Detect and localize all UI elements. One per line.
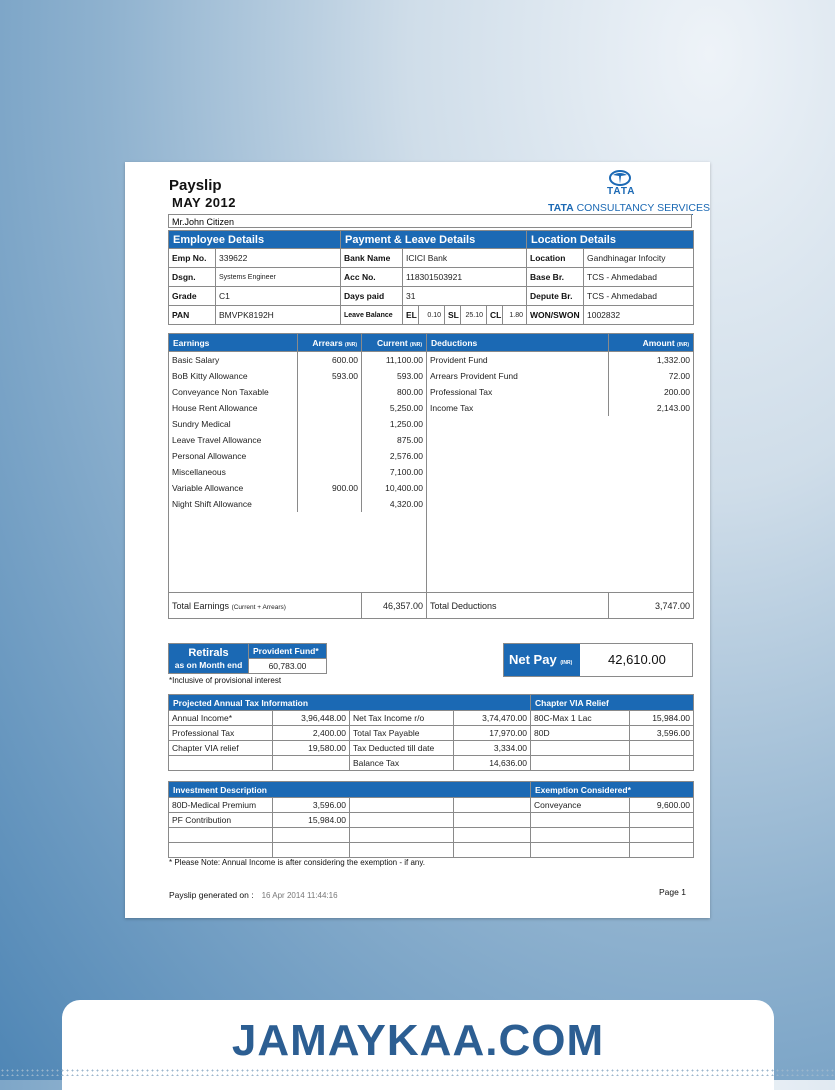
won-label: WON/SWON	[527, 306, 584, 325]
earning-arrears	[298, 464, 362, 480]
empty-cell	[298, 544, 362, 560]
investment-cell	[531, 813, 630, 828]
investment-cell	[350, 798, 454, 813]
tax-header: Projected Annual Tax Information	[169, 695, 531, 711]
watermark-banner	[62, 1000, 774, 1090]
sl-label: SL	[445, 306, 461, 325]
earning-current: 1,250.00	[362, 416, 427, 432]
tax-cell: 2,400.00	[273, 726, 350, 741]
earning-row	[169, 464, 694, 480]
empty-cell	[609, 432, 694, 448]
tax-cell: 14,636.00	[454, 756, 531, 771]
retirals-table	[168, 643, 327, 674]
total-earnings-value: 46,357.00	[362, 593, 427, 619]
tax-cell	[273, 756, 350, 771]
empty-cell	[609, 448, 694, 464]
pf-header: Provident Fund*	[249, 644, 327, 659]
pan-value: BMVPK8192H	[216, 306, 341, 325]
pay-month: MAY 2012	[172, 195, 236, 210]
empty-cell	[169, 512, 298, 528]
earning-arrears: 600.00	[298, 352, 362, 369]
generated-on: Payslip generated on : 16 Apr 2014 11:44:16	[169, 890, 338, 900]
empty-cell	[609, 496, 694, 512]
tax-cell: 3,596.00	[630, 726, 694, 741]
tax-cell	[531, 756, 630, 771]
earning-arrears: 593.00	[298, 368, 362, 384]
earning-current: 10,400.00	[362, 480, 427, 496]
tax-cell: Tax Deducted till date	[350, 741, 454, 756]
grade-label: Grade	[169, 287, 216, 306]
arrears-header: Arrears (INR)	[298, 334, 362, 352]
empty-cell	[427, 528, 609, 544]
empty-cell	[169, 544, 298, 560]
earning-arrears	[298, 448, 362, 464]
investment-table	[168, 781, 694, 858]
cl-value: 1.80	[503, 306, 527, 325]
tax-cell: 19,580.00	[273, 741, 350, 756]
empty-cell	[362, 544, 427, 560]
base-br-value: TCS - Ahmedabad	[584, 268, 694, 287]
earning-row	[169, 560, 694, 576]
earning-arrears	[298, 400, 362, 416]
logo-tata-text: TATA	[607, 186, 636, 197]
earning-row	[169, 496, 694, 512]
tax-cell: Chapter VIA relief	[169, 741, 273, 756]
investment-cell	[531, 828, 630, 843]
acc-no-label: Acc No.	[341, 268, 403, 287]
earning-row	[169, 368, 694, 384]
page-number: Page 1	[659, 887, 686, 897]
tax-cell	[630, 756, 694, 771]
empty-cell	[362, 528, 427, 544]
investment-cell	[273, 828, 350, 843]
days-paid-value: 31	[403, 287, 527, 306]
empty-cell	[298, 576, 362, 593]
investment-cell: 3,596.00	[273, 798, 350, 813]
empty-cell	[609, 576, 694, 593]
empty-cell	[298, 560, 362, 576]
sl-value: 25.10	[461, 306, 487, 325]
tax-cell: Annual Income*	[169, 711, 273, 726]
investment-cell	[169, 843, 273, 858]
investment-row	[169, 828, 694, 843]
retirals-label: Retirals as on Month end	[169, 644, 249, 674]
empty-cell	[427, 448, 609, 464]
tax-cell: 80D	[531, 726, 630, 741]
earning-row	[169, 416, 694, 432]
deductions-header: Deductions	[427, 334, 609, 352]
investment-cell: PF Contribution	[169, 813, 273, 828]
empty-cell	[169, 560, 298, 576]
grade-value: C1	[216, 287, 341, 306]
leave-balance-label: Leave Balance	[341, 306, 403, 325]
empty-cell	[427, 560, 609, 576]
depute-br-label: Depute Br.	[527, 287, 584, 306]
tax-cell	[169, 756, 273, 771]
annual-income-note: * Please Note: Annual Income is after considering the exemption - if any.	[169, 858, 425, 867]
deduction-name: Arrears Provident Fund	[427, 368, 609, 384]
tax-cell: Professional Tax	[169, 726, 273, 741]
investment-cell: 80D-Medical Premium	[169, 798, 273, 813]
net-pay-value: 42,610.00	[608, 652, 666, 667]
deduction-amount: 72.00	[609, 368, 694, 384]
el-value: 0.10	[419, 306, 445, 325]
investment-row	[169, 813, 694, 828]
bank-name-label: Bank Name	[341, 249, 403, 268]
earning-row	[169, 352, 694, 369]
tax-cell: 17,970.00	[454, 726, 531, 741]
tax-cell: 3,96,448.00	[273, 711, 350, 726]
investment-cell	[169, 828, 273, 843]
earning-row	[169, 512, 694, 528]
total-earnings-label: Total Earnings (Current + Arrears)	[169, 593, 362, 619]
depute-br-value: TCS - Ahmedabad	[584, 287, 694, 306]
empty-cell	[609, 560, 694, 576]
earning-name: Leave Travel Allowance	[169, 432, 298, 448]
deduction-amount: 1,332.00	[609, 352, 694, 369]
tax-cell: 15,984.00	[630, 711, 694, 726]
empty-cell	[169, 528, 298, 544]
deduction-name: Professional Tax	[427, 384, 609, 400]
tax-cell: Total Tax Payable	[350, 726, 454, 741]
earning-row	[169, 432, 694, 448]
earning-row	[169, 448, 694, 464]
el-label: EL	[403, 306, 419, 325]
earning-name: Personal Allowance	[169, 448, 298, 464]
earning-row	[169, 576, 694, 593]
earning-arrears	[298, 416, 362, 432]
investment-cell: 9,600.00	[630, 798, 694, 813]
earning-name: House Rent Allowance	[169, 400, 298, 416]
page-title: Payslip	[169, 177, 222, 194]
investment-cell	[630, 813, 694, 828]
tax-table	[168, 694, 694, 771]
company-name: TATA CONSULTANCY SERVICES	[548, 202, 710, 214]
investment-row	[169, 798, 694, 813]
earning-row	[169, 544, 694, 560]
empty-cell	[609, 416, 694, 432]
payslip-document	[125, 162, 710, 918]
investment-cell	[630, 828, 694, 843]
banner-text: JAMAYKAA.COM	[231, 1016, 605, 1065]
section-employee-details: Employee Details	[169, 231, 341, 249]
employee-name: Mr.John Citizen	[168, 214, 692, 228]
earning-name: Conveyance Non Taxable	[169, 384, 298, 400]
emp-no-value: 339622	[216, 249, 341, 268]
dsgn-label: Dsgn.	[169, 268, 216, 287]
exemption-header: Exemption Considered*	[531, 782, 694, 798]
emp-no-label: Emp No.	[169, 249, 216, 268]
investment-cell	[350, 828, 454, 843]
empty-cell	[427, 480, 609, 496]
earning-current: 593.00	[362, 368, 427, 384]
earning-current: 4,320.00	[362, 496, 427, 512]
earnings-deductions-table	[168, 333, 694, 619]
earning-name: Basic Salary	[169, 352, 298, 369]
amount-header: Amount (INR)	[609, 334, 694, 352]
deduction-amount: 200.00	[609, 384, 694, 400]
investment-cell	[350, 813, 454, 828]
empty-cell	[609, 544, 694, 560]
investment-cell	[630, 843, 694, 858]
current-header: Current (INR)	[362, 334, 427, 352]
empty-cell	[427, 544, 609, 560]
cl-label: CL	[487, 306, 503, 325]
dotted-border	[0, 1068, 835, 1076]
deduction-name: Income Tax	[427, 400, 609, 416]
earning-current: 7,100.00	[362, 464, 427, 480]
investment-cell	[454, 813, 531, 828]
via-header: Chapter VIA Relief	[531, 695, 694, 711]
empty-cell	[362, 512, 427, 528]
tax-row	[169, 726, 694, 741]
pan-label: PAN	[169, 306, 216, 325]
earning-name: Sundry Medical	[169, 416, 298, 432]
empty-cell	[427, 416, 609, 432]
tax-cell: 3,334.00	[454, 741, 531, 756]
empty-cell	[609, 480, 694, 496]
investment-row	[169, 843, 694, 858]
tata-logo-icon	[609, 170, 631, 186]
investment-cell	[531, 843, 630, 858]
investment-cell	[454, 798, 531, 813]
tax-cell	[630, 741, 694, 756]
base-br-label: Base Br.	[527, 268, 584, 287]
investment-header: Investment Description	[169, 782, 531, 798]
pf-value: 60,783.00	[249, 659, 327, 674]
empty-cell	[427, 576, 609, 593]
earning-name: Night Shift Allowance	[169, 496, 298, 512]
tax-cell: 80C-Max 1 Lac	[531, 711, 630, 726]
tax-row	[169, 711, 694, 726]
empty-cell	[427, 512, 609, 528]
earning-arrears	[298, 384, 362, 400]
earning-row	[169, 480, 694, 496]
earning-name: Miscellaneous	[169, 464, 298, 480]
tax-row	[169, 741, 694, 756]
days-paid-label: Days paid	[341, 287, 403, 306]
earning-current: 875.00	[362, 432, 427, 448]
total-deductions-value: 3,747.00	[609, 593, 694, 619]
empty-cell	[362, 576, 427, 593]
net-pay-label: Net Pay (INR)	[504, 644, 580, 676]
total-deductions-label: Total Deductions	[427, 593, 609, 619]
investment-cell	[350, 843, 454, 858]
tax-cell	[531, 741, 630, 756]
earning-name: Variable Allowance	[169, 480, 298, 496]
earning-current: 5,250.00	[362, 400, 427, 416]
earning-row	[169, 528, 694, 544]
location-value: Gandhinagar Infocity	[584, 249, 694, 268]
won-value: 1002832	[584, 306, 694, 325]
empty-cell	[609, 512, 694, 528]
earning-current: 800.00	[362, 384, 427, 400]
empty-cell	[427, 432, 609, 448]
investment-cell	[454, 828, 531, 843]
investment-cell	[454, 843, 531, 858]
empty-cell	[427, 464, 609, 480]
tax-cell: Net Tax Income r/o	[350, 711, 454, 726]
retirals-note: *Inclusive of provisional interest	[169, 676, 282, 685]
earning-arrears	[298, 432, 362, 448]
investment-cell: 15,984.00	[273, 813, 350, 828]
deduction-name: Provident Fund	[427, 352, 609, 369]
section-payment-leave: Payment & Leave Details	[341, 231, 527, 249]
net-pay-box	[503, 643, 693, 677]
earning-name: BoB Kitty Allowance	[169, 368, 298, 384]
empty-cell	[609, 528, 694, 544]
investment-cell: Conveyance	[531, 798, 630, 813]
empty-cell	[298, 512, 362, 528]
earning-row	[169, 400, 694, 416]
bank-name-value: ICICI Bank	[403, 249, 527, 268]
section-location: Location Details	[527, 231, 694, 249]
earnings-header: Earnings	[169, 334, 298, 352]
tax-cell: Balance Tax	[350, 756, 454, 771]
tax-row	[169, 756, 694, 771]
empty-cell	[427, 496, 609, 512]
earning-arrears	[298, 496, 362, 512]
empty-cell	[362, 560, 427, 576]
tax-cell: 3,74,470.00	[454, 711, 531, 726]
empty-cell	[169, 576, 298, 593]
acc-no-value: 118301503921	[403, 268, 527, 287]
investment-cell	[273, 843, 350, 858]
deduction-amount: 2,143.00	[609, 400, 694, 416]
empty-cell	[609, 464, 694, 480]
earning-current: 11,100.00	[362, 352, 427, 369]
location-label: Location	[527, 249, 584, 268]
details-table	[168, 230, 694, 325]
dsgn-value: Systems Engineer	[216, 268, 341, 287]
earning-current: 2,576.00	[362, 448, 427, 464]
earning-row	[169, 384, 694, 400]
earning-arrears: 900.00	[298, 480, 362, 496]
empty-cell	[298, 528, 362, 544]
